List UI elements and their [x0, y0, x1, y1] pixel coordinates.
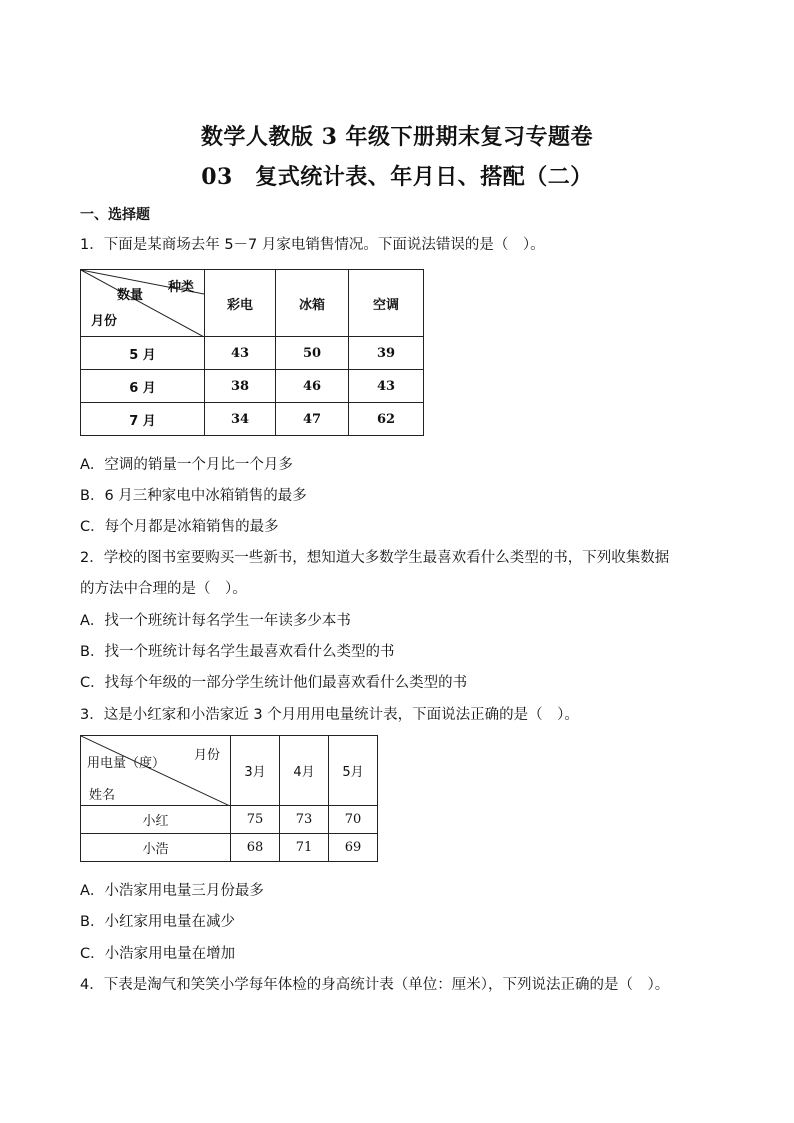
q1-cell: 34 [205, 403, 276, 436]
q3-row-label: 小浩 [81, 834, 231, 862]
q1-diagonal-header [81, 270, 205, 337]
q1-col-header: 彩电 [205, 270, 276, 337]
page-title: 数学人教版 3 年级下册期末复习专题卷 [200, 124, 594, 150]
q3-col-header: 5月 [329, 736, 378, 806]
q3-header-month: 月份 [193, 748, 220, 763]
q3-cell: 69 [329, 834, 378, 862]
q3-row-label: 小红 [81, 806, 231, 834]
q3-cell: 73 [280, 806, 329, 834]
q3-cell: 70 [329, 806, 378, 834]
q1-cell: 39 [349, 337, 424, 370]
q1-row-label: 6 月 [81, 370, 205, 403]
q3-header-usage: 用电量（度） [87, 756, 166, 771]
q2-option-a: A．找一个班统计每名学生一年读多少本书 [80, 613, 351, 629]
section-heading: 一、选择题 [80, 207, 150, 223]
q3-option-a: A．小浩家用电量三月份最多 [80, 883, 264, 899]
q3-cell: 75 [231, 806, 280, 834]
q3-header-name: 姓名 [89, 788, 116, 803]
q3-option-b: B．小红家用电量在减少 [80, 914, 235, 930]
q1-cell: 46 [276, 370, 349, 403]
table-row [81, 834, 378, 862]
table-row [81, 337, 424, 370]
q1-row-label: 7 月 [81, 403, 205, 436]
q2-option-c: C．找每个年级的一部分学生统计他们最喜欢看什么类型的书 [80, 675, 468, 691]
q2-stem-line2: 的方法中合理的是（ ）。 [80, 581, 247, 597]
q4-stem: 4．下表是淘气和笑笑小学每年体检的身高统计表（单位：厘米），下列说法正确的是（ ）。 [80, 977, 670, 993]
q1-header-qty: 数量 [117, 288, 144, 303]
q3-diagonal-header [81, 736, 231, 806]
q1-option-a: A．空调的销量一个月比一个月多 [80, 457, 293, 473]
table-row [81, 403, 424, 436]
table-row [81, 370, 424, 403]
q2-stem-line1: 2．学校的图书室要购买一些新书，想知道大多数学生最喜欢看什么类型的书，下列收集数据 [80, 550, 670, 566]
q1-cell: 47 [276, 403, 349, 436]
q3-cell: 68 [231, 834, 280, 862]
q1-col-header: 冰箱 [276, 270, 349, 337]
q3-option-c: C．小浩家用电量在增加 [80, 946, 236, 962]
q3-cell: 71 [280, 834, 329, 862]
q1-row-label: 5 月 [81, 337, 205, 370]
q3-col-header: 3月 [231, 736, 280, 806]
q1-option-b: B．6 月三种家电中冰箱销售的最多 [80, 488, 307, 504]
table-row [81, 806, 378, 834]
q1-cell: 62 [349, 403, 424, 436]
page-subtitle: 03 复式统计表、年月日、搭配（二） [201, 164, 593, 190]
q2-option-b: B．找一个班统计每名学生最喜欢看什么类型的书 [80, 644, 395, 660]
q1-table [80, 269, 424, 436]
q1-header-month: 月份 [91, 314, 118, 329]
q3-table [80, 735, 378, 862]
q1-col-header: 空调 [349, 270, 424, 337]
q3-col-header: 4月 [280, 736, 329, 806]
q1-cell: 50 [276, 337, 349, 370]
q1-option-c: C．每个月都是冰箱销售的最多 [80, 519, 279, 535]
q1-cell: 43 [205, 337, 276, 370]
q3-stem: 3．这是小红家和小浩家近 3 个月用用电量统计表，下面说法正确的是（ ）。 [80, 707, 579, 723]
q1-cell: 43 [349, 370, 424, 403]
q1-header-kind: 种类 [167, 280, 194, 295]
q1-cell: 38 [205, 370, 276, 403]
q1-stem: 1．下面是某商场去年 5－7 月家电销售情况。下面说法错误的是（ ）。 [80, 237, 545, 253]
